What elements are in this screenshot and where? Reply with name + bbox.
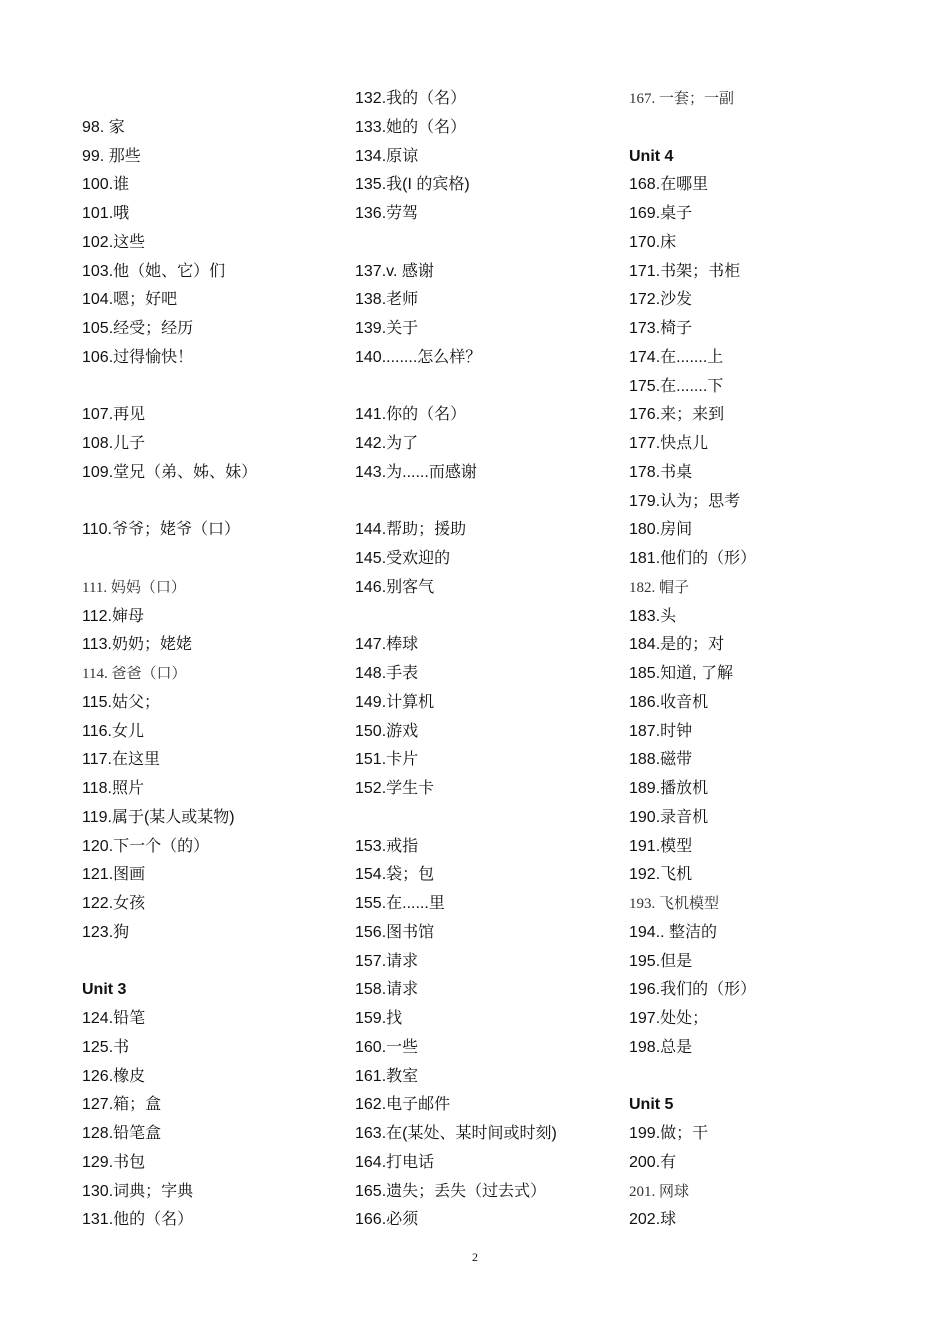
vocab-entry: 192.飞机 xyxy=(629,866,693,884)
blank-line xyxy=(355,373,625,402)
blank-line xyxy=(82,488,352,517)
vocab-entry: 200.有 xyxy=(629,1153,677,1171)
vocab-entry: 196.我们的（形） xyxy=(629,981,757,999)
vocab-entry: 145.受欢迎的 xyxy=(355,550,451,567)
unit-heading: Unit 4 xyxy=(629,147,674,165)
vocab-entry: 139.关于 xyxy=(355,320,419,337)
vocab-entry: 168.在哪里 xyxy=(629,176,709,194)
vocab-entry: 193. 飞机模型 xyxy=(629,896,720,912)
vocab-entry: 181.他们的（形） xyxy=(629,550,757,567)
blank-line xyxy=(629,1063,899,1092)
vocab-entry: 187.时钟 xyxy=(629,722,693,740)
vocab-entry: 199.做；干 xyxy=(629,1125,709,1142)
vocab-entry: 124.铅笔 xyxy=(82,1010,146,1027)
vocab-entry: 195.但是 xyxy=(629,952,693,970)
vocab-entry: 163.在(某处、某时间或时刻) xyxy=(355,1125,557,1142)
blank-line xyxy=(355,488,625,517)
blank-line xyxy=(629,114,899,143)
vocab-entry: 185.知道, 了解 xyxy=(629,665,734,682)
vocab-entry: 179.认为；思考 xyxy=(629,492,741,510)
vocab-entry: 172.沙发 xyxy=(629,291,693,309)
vocab-entry: 136.劳驾 xyxy=(355,205,419,222)
vocab-entry: 162.电子邮件 xyxy=(355,1096,451,1114)
unit-heading: Unit 3 xyxy=(82,981,127,999)
vocab-entry: 186.收音机 xyxy=(629,693,709,711)
page-number: 2 xyxy=(472,1250,478,1264)
vocab-entry: 116.女儿 xyxy=(82,722,144,740)
vocab-entry: 104.嗯；好吧 xyxy=(82,291,178,309)
vocab-entry: 107.再见 xyxy=(82,406,146,424)
vocab-entry: 143.为......而感谢 xyxy=(355,463,477,481)
vocab-entry: 165.遗失；丢失（过去式） xyxy=(355,1182,547,1200)
vocab-entry: 147.棒球 xyxy=(355,636,419,654)
vocab-entry: 157.请求 xyxy=(355,952,419,970)
vocab-entry: 149.计算机 xyxy=(355,693,435,711)
vocab-entry: 111. 妈妈（口） xyxy=(82,579,186,596)
vocab-entry: 121.图画 xyxy=(82,866,146,884)
blank-line xyxy=(82,545,352,574)
vocab-entry: 173.椅子 xyxy=(629,320,693,337)
vocab-entry: 146.别客气 xyxy=(355,578,435,596)
vocab-entry: 150.游戏 xyxy=(355,722,419,740)
vocab-entry: 190.录音机 xyxy=(629,808,709,826)
vocab-entry: 174.在.......上 xyxy=(629,348,724,366)
unit-heading: Unit 5 xyxy=(629,1096,674,1114)
blank-line xyxy=(82,373,352,402)
vocab-entry: 129.书包 xyxy=(82,1153,146,1171)
vocab-entry: 144.帮助；援助 xyxy=(355,521,467,539)
vocab-entry: 120.下一个（的） xyxy=(82,837,210,855)
vocab-entry: 98. 家 xyxy=(82,118,125,136)
vocab-entry: 132.我的（名） xyxy=(355,90,467,107)
vocab-column-3 xyxy=(629,85,899,1235)
vocab-entry: 189.播放机 xyxy=(629,780,709,797)
blank-line xyxy=(355,804,625,833)
vocab-entry: 155.在......里 xyxy=(355,895,445,912)
vocab-entry: 126.橡皮 xyxy=(82,1067,146,1085)
vocab-entry: 99. 那些 xyxy=(82,147,141,165)
vocab-entry: 201. 网球 xyxy=(629,1183,690,1200)
vocab-entry: 167. 一套；一副 xyxy=(629,91,735,107)
vocab-entry: 158.请求 xyxy=(355,981,419,999)
vocab-entry: 118.照片 xyxy=(82,780,144,797)
blank-line xyxy=(82,948,352,977)
vocab-entry: 194.. 整洁的 xyxy=(629,923,718,941)
vocab-entry: 110.爷爷；姥爷（口） xyxy=(82,521,240,539)
vocab-entry: 180.房间 xyxy=(629,521,693,539)
vocab-column-1 xyxy=(82,85,352,1235)
vocab-entry: 169.桌子 xyxy=(629,205,693,222)
blank-line xyxy=(355,229,625,258)
vocab-entry: 156.图书馆 xyxy=(355,923,435,941)
vocab-entry: 164.打电话 xyxy=(355,1153,435,1171)
vocab-entry: 101.哦 xyxy=(82,205,130,222)
vocab-entry: 153.戒指 xyxy=(355,837,419,855)
vocab-entry: 108.儿子 xyxy=(82,435,146,452)
vocab-entry: 127.箱；盒 xyxy=(82,1096,162,1114)
vocab-entry: 115.姑父； xyxy=(82,693,160,711)
vocab-entry: 113.奶奶；姥姥 xyxy=(82,636,192,654)
vocab-entry: 122.女孩 xyxy=(82,895,146,912)
vocab-entry: 142.为了 xyxy=(355,435,419,452)
vocab-entry: 137.v. 感谢 xyxy=(355,262,434,280)
blank-line xyxy=(355,603,625,632)
vocab-entry: 148.手表 xyxy=(355,665,419,682)
vocab-entry: 184.是的；对 xyxy=(629,636,725,654)
vocab-entry: 138.老师 xyxy=(355,291,419,309)
vocab-entry: 177.快点儿 xyxy=(629,435,709,452)
vocab-entry: 171.书架；书柜 xyxy=(629,262,741,280)
vocab-entry: 166.必须 xyxy=(355,1211,419,1229)
vocab-entry: 183.头 xyxy=(629,607,677,625)
vocab-entry: 182. 帽子 xyxy=(629,579,690,596)
vocab-entry: 159.找 xyxy=(355,1010,403,1027)
vocab-entry: 178.书桌 xyxy=(629,463,693,481)
vocab-entry: 109.堂兄（弟、姊、妹） xyxy=(82,463,258,481)
vocab-entry: 202.球 xyxy=(629,1211,677,1229)
vocab-entry: 154.袋；包 xyxy=(355,866,435,884)
vocab-entry: 175.在.......下 xyxy=(629,377,724,395)
vocab-entry: 106.过得愉快！ xyxy=(82,348,194,366)
vocab-entry: 133.她的（名） xyxy=(355,118,467,136)
vocab-entry: 140........怎么样？ xyxy=(355,348,482,366)
vocab-entry: 130.词典；字典 xyxy=(82,1182,194,1200)
vocab-entry: 131.他的（名） xyxy=(82,1211,194,1229)
vocab-entry: 152.学生卡 xyxy=(355,780,435,797)
vocab-entry: 141.你的（名） xyxy=(355,406,467,424)
vocab-entry: 151.卡片 xyxy=(355,751,419,769)
vocab-entry: 198.总是 xyxy=(629,1038,693,1056)
vocab-entry: 114. 爸爸（口） xyxy=(82,666,187,682)
vocab-column-2 xyxy=(355,85,625,1235)
vocab-entry: 100.谁 xyxy=(82,176,130,194)
vocab-entry: 128.铅笔盒 xyxy=(82,1125,162,1142)
vocab-entry: 176.来；来到 xyxy=(629,406,725,424)
vocab-entry: 191.模型 xyxy=(629,837,693,855)
vocab-entry: 105.经受；经历 xyxy=(82,320,194,337)
vocab-entry: 188.磁带 xyxy=(629,751,693,769)
vocab-entry: 112.婶母 xyxy=(82,607,144,625)
vocab-entry: 103.他（她、它）们 xyxy=(82,262,226,280)
vocab-entry: 161.教室 xyxy=(355,1067,419,1085)
vocab-entry: 135.我(I 的宾格) xyxy=(355,176,470,194)
vocab-entry: 134.原谅 xyxy=(355,147,419,165)
vocab-entry: 119.属于(某人或某物) xyxy=(82,808,235,826)
blank-line xyxy=(82,85,352,114)
vocab-entry: 197.处处； xyxy=(629,1010,709,1027)
vocab-entry: 170.床 xyxy=(629,233,677,251)
vocab-entry: 117.在这里 xyxy=(82,751,160,769)
vocab-entry: 160.一些 xyxy=(355,1038,419,1056)
vocab-entry: 123.狗 xyxy=(82,923,130,941)
vocab-entry: 125.书 xyxy=(82,1038,130,1056)
vocab-entry: 102.这些 xyxy=(82,233,146,251)
